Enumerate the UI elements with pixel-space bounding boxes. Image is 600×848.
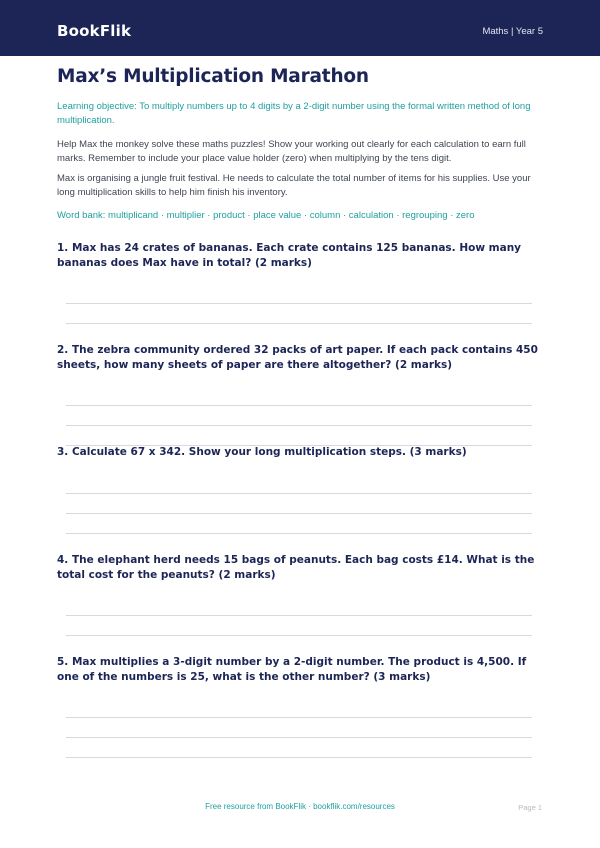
question-2: 2. The zebra community ordered 32 packs of art paper. If each pack contains 450 sheets, how many sheets of paper are there altogether? (2 marks) [57, 344, 538, 371]
answer-line [66, 323, 532, 324]
answer-line [66, 757, 532, 758]
answer-line [66, 405, 532, 406]
intro-paragraph-2: Max is organising a jungle fruit festival. He needs to calculate the total number of items for his supplies. Use your long multiplication skills to help him finish his inventory. [57, 173, 531, 198]
question-3: 3. Calculate 67 x 342. Show your long multiplication steps. (3 marks) [57, 446, 467, 458]
answer-line [66, 737, 532, 738]
learning-objective: Learning objective: To multiply numbers up to 4 digits by a 2-digit number using the formal written method of long multiplication. [57, 101, 531, 126]
answer-line [66, 303, 532, 304]
footer-link[interactable]: Free resource from BookFlik · bookflik.com/resources [205, 802, 395, 811]
answer-line [66, 615, 532, 616]
page-number: Page 1 [518, 803, 542, 812]
question-4: 4. The elephant herd needs 15 bags of peanuts. Each bag costs £14. What is the total cost for the peanuts? (2 marks) [57, 554, 535, 581]
answer-line [66, 425, 532, 426]
question-1: 1. Max has 24 crates of bananas. Each crate contains 125 bananas. How many bananas does Max have in total? (2 marks) [57, 242, 522, 269]
answer-line [66, 635, 532, 636]
page-title: Max’s Multiplication Marathon [57, 66, 369, 87]
answer-line [66, 493, 532, 494]
question-5: 5. Max multiplies a 3-digit number by a 2-digit number. The product is 4,500. If one of the numbers is 25, what is the other number? (3 marks) [57, 656, 527, 683]
answer-line [66, 513, 532, 514]
answer-line [66, 717, 532, 718]
intro-paragraph-1: Help Max the monkey solve these maths puzzles! Show your working out clearly for each calculation to earn full marks. Remember to include your place value holder (zero) when multiplying by the tens digit. [57, 139, 526, 164]
page-header [0, 0, 600, 56]
subject-year-label: Maths | Year 5 [482, 26, 543, 37]
word-bank: Word bank: multiplicand · multiplier · product · place value · column · calculation · regrouping · zero [57, 210, 475, 221]
answer-line [66, 533, 532, 534]
brand-logo: BookFlik [57, 22, 132, 40]
